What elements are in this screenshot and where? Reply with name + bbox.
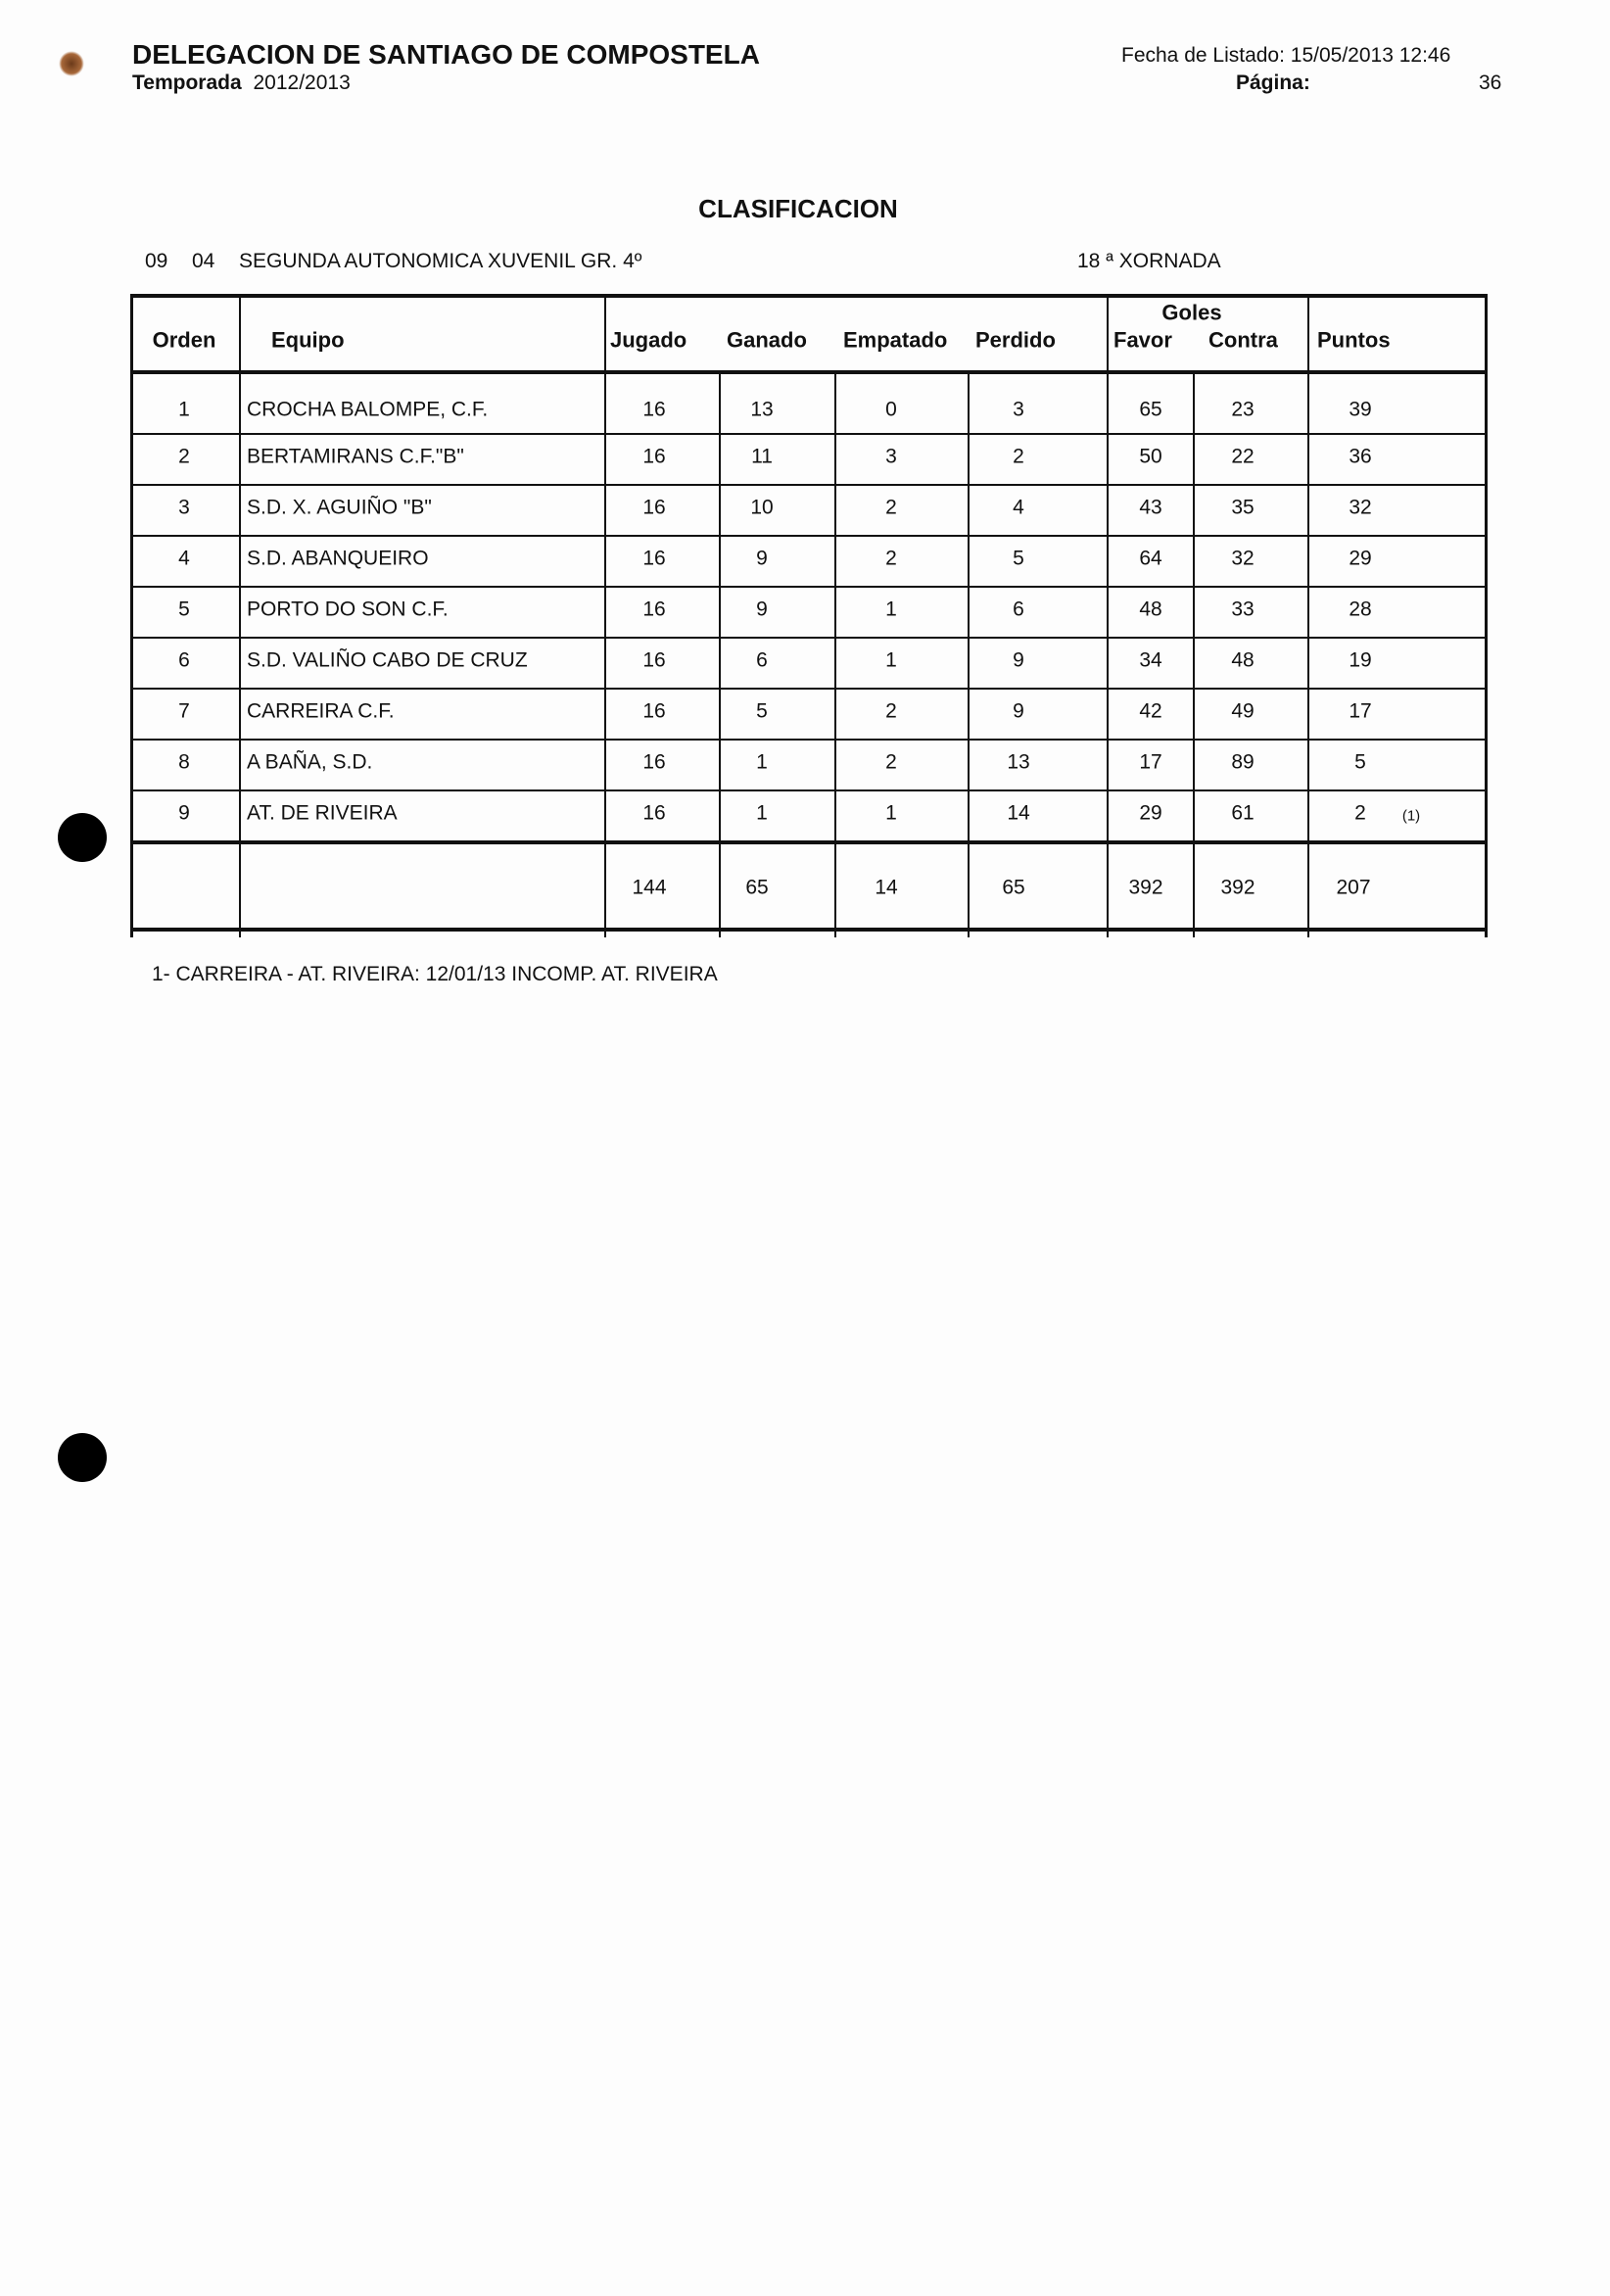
row-ganado: 11 — [751, 445, 773, 468]
row-perdido: 2 — [1013, 445, 1024, 468]
column-divider — [719, 372, 721, 937]
header-ganado: Ganado — [727, 327, 807, 353]
row-jugado: 16 — [642, 648, 666, 672]
row-favor: 42 — [1139, 699, 1162, 723]
totals-divider — [130, 840, 1488, 844]
row-perdido: 9 — [1013, 699, 1024, 723]
header-puntos: Puntos — [1317, 327, 1391, 353]
column-divider — [834, 372, 836, 937]
row-perdido: 3 — [1013, 398, 1024, 421]
row-contra: 61 — [1231, 801, 1255, 825]
row-ganado: 9 — [756, 547, 768, 570]
row-orden: 7 — [178, 699, 190, 723]
row-contra: 22 — [1231, 445, 1255, 468]
organization-title: DELEGACION DE SANTIAGO DE COMPOSTELA — [132, 39, 760, 70]
row-empatado: 2 — [885, 496, 897, 519]
header-favor: Favor — [1113, 327, 1172, 353]
row-divider — [130, 433, 1488, 435]
header-divider — [130, 370, 1488, 374]
header-equipo: Equipo — [271, 327, 345, 353]
row-team-name: A BAÑA, S.D. — [247, 750, 373, 774]
list-date-value: 15/05/2013 12:46 — [1290, 44, 1451, 67]
page-label: Página: — [1236, 72, 1310, 94]
row-divider — [130, 586, 1488, 588]
row-favor: 34 — [1139, 648, 1162, 672]
row-jugado: 16 — [642, 496, 666, 519]
punch-hole — [58, 1433, 107, 1482]
row-divider — [130, 688, 1488, 690]
total-favor: 392 — [1128, 876, 1163, 898]
header-perdido: Perdido — [975, 327, 1056, 353]
column-divider — [1307, 294, 1309, 937]
row-perdido: 4 — [1013, 496, 1024, 519]
row-perdido: 6 — [1013, 598, 1024, 621]
row-puntos: 19 — [1349, 648, 1372, 672]
season-label: Temporada — [132, 72, 242, 94]
total-puntos: 207 — [1336, 876, 1371, 898]
row-empatado: 1 — [885, 801, 897, 825]
punch-hole — [58, 813, 107, 862]
row-contra: 48 — [1231, 648, 1255, 672]
row-orden: 9 — [178, 801, 190, 825]
column-divider — [1107, 294, 1109, 937]
row-ganado: 10 — [750, 496, 774, 519]
row-empatado: 1 — [885, 648, 897, 672]
row-team-name: S.D. ABANQUEIRO — [247, 547, 429, 570]
row-ganado: 13 — [750, 398, 774, 421]
row-perdido: 5 — [1013, 547, 1024, 570]
row-favor: 17 — [1139, 750, 1162, 774]
season-line — [132, 72, 351, 95]
row-team-name: S.D. VALIÑO CABO DE CRUZ — [247, 648, 528, 672]
table-border-bottom — [130, 928, 1488, 932]
row-puntos: 5 — [1354, 750, 1366, 774]
total-contra: 392 — [1220, 876, 1255, 898]
ink-stain — [59, 51, 84, 76]
round-label: 18 ª XORNADA — [1077, 250, 1221, 272]
row-favor: 64 — [1139, 547, 1162, 570]
header-goles: Goles — [1161, 300, 1222, 325]
column-divider — [1485, 294, 1488, 937]
row-empatado: 2 — [885, 750, 897, 774]
row-note: (1) — [1401, 807, 1421, 825]
row-perdido: 9 — [1013, 648, 1024, 672]
column-divider — [968, 372, 970, 937]
row-jugado: 16 — [642, 801, 666, 825]
row-puntos: 29 — [1349, 547, 1372, 570]
row-contra: 89 — [1231, 750, 1255, 774]
table-border-top — [130, 294, 1488, 298]
row-contra: 49 — [1231, 699, 1255, 723]
competition-code-1: 09 — [145, 250, 168, 272]
row-orden: 1 — [178, 398, 190, 421]
row-jugado: 16 — [642, 598, 666, 621]
header-jugado: Jugado — [610, 327, 687, 353]
column-divider — [130, 294, 133, 937]
row-ganado: 5 — [756, 699, 768, 723]
row-favor: 65 — [1139, 398, 1162, 421]
header-orden: Orden — [152, 327, 216, 353]
row-puntos: 39 — [1349, 398, 1372, 421]
total-perdido: 65 — [1002, 876, 1025, 898]
row-ganado: 1 — [756, 750, 768, 774]
row-favor: 48 — [1139, 598, 1162, 621]
footnote: 1- CARREIRA - AT. RIVEIRA: 12/01/13 INCOMP. AT. RIVEIRA — [152, 963, 718, 985]
row-puntos: 28 — [1349, 598, 1372, 621]
row-team-name: S.D. X. AGUIÑO "B" — [247, 496, 432, 519]
row-orden: 2 — [178, 445, 190, 468]
row-orden: 4 — [178, 547, 190, 570]
column-divider — [1193, 372, 1195, 937]
row-orden: 6 — [178, 648, 190, 672]
competition-name: SEGUNDA AUTONOMICA XUVENIL GR. 4º — [239, 250, 642, 272]
row-jugado: 16 — [642, 547, 666, 570]
row-ganado: 1 — [756, 801, 768, 825]
row-jugado: 16 — [642, 699, 666, 723]
row-puntos: 36 — [1349, 445, 1372, 468]
season-value: 2012/2013 — [253, 72, 351, 94]
column-divider — [239, 294, 241, 937]
list-date — [1121, 44, 1450, 68]
row-empatado: 1 — [885, 598, 897, 621]
row-perdido: 13 — [1007, 750, 1030, 774]
row-divider — [130, 535, 1488, 537]
row-orden: 3 — [178, 496, 190, 519]
row-team-name: CROCHA BALOMPE, C.F. — [247, 398, 489, 421]
row-team-name: BERTAMIRANS C.F."B" — [247, 445, 464, 468]
column-divider — [604, 294, 606, 937]
row-empatado: 2 — [885, 547, 897, 570]
row-orden: 5 — [178, 598, 190, 621]
header-contra: Contra — [1208, 327, 1278, 353]
row-jugado: 16 — [642, 445, 666, 468]
row-divider — [130, 637, 1488, 639]
row-puntos: 32 — [1349, 496, 1372, 519]
row-perdido: 14 — [1007, 801, 1030, 825]
standings-table — [130, 294, 1488, 932]
total-jugado: 144 — [632, 876, 667, 898]
row-jugado: 16 — [642, 750, 666, 774]
row-ganado: 6 — [756, 648, 768, 672]
row-empatado: 0 — [885, 398, 897, 421]
row-contra: 33 — [1231, 598, 1255, 621]
row-puntos: 2 — [1354, 801, 1366, 825]
page-number: 36 — [1479, 72, 1502, 94]
row-contra: 35 — [1231, 496, 1255, 519]
row-empatado: 2 — [885, 699, 897, 723]
total-empatado: 14 — [875, 876, 898, 898]
row-ganado: 9 — [756, 598, 768, 621]
row-divider — [130, 484, 1488, 486]
row-divider — [130, 739, 1488, 741]
row-favor: 29 — [1139, 801, 1162, 825]
row-contra: 23 — [1231, 398, 1255, 421]
header-empatado: Empatado — [843, 327, 948, 353]
row-favor: 50 — [1139, 445, 1162, 468]
page-title: CLASIFICACION — [698, 194, 898, 223]
row-empatado: 3 — [885, 445, 897, 468]
row-favor: 43 — [1139, 496, 1162, 519]
row-team-name: AT. DE RIVEIRA — [247, 801, 398, 825]
row-puntos: 17 — [1349, 699, 1372, 723]
row-divider — [130, 789, 1488, 791]
total-ganado: 65 — [745, 876, 769, 898]
row-jugado: 16 — [642, 398, 666, 421]
row-team-name: CARREIRA C.F. — [247, 699, 395, 723]
row-contra: 32 — [1231, 547, 1255, 570]
competition-code-2: 04 — [192, 250, 215, 272]
row-orden: 8 — [178, 750, 190, 774]
list-date-label: Fecha de Listado: — [1121, 44, 1285, 67]
row-team-name: PORTO DO SON C.F. — [247, 598, 449, 621]
